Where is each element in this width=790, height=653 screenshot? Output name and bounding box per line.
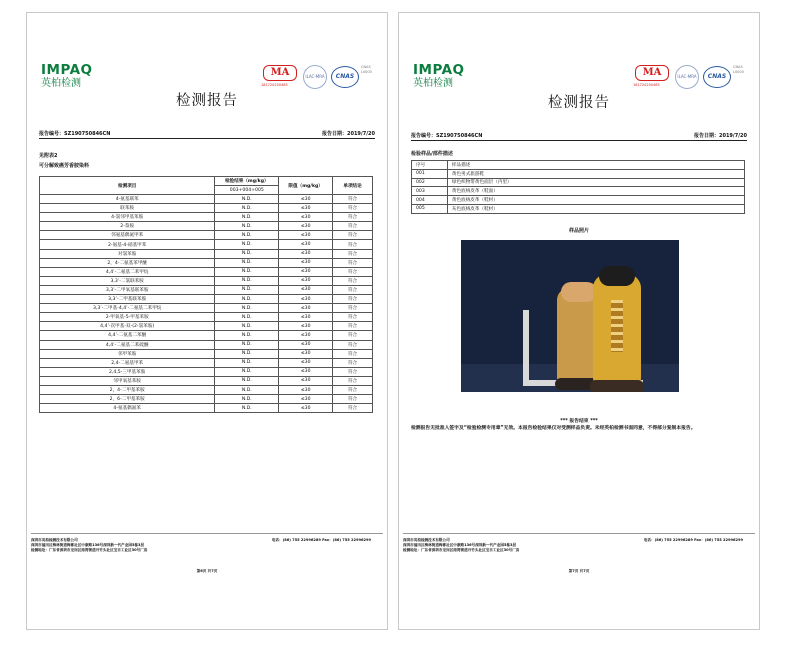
table-row [40, 340, 373, 349]
cell-item: 邻甲苯胺 [40, 349, 215, 358]
col-header-result: 检验结果（mg/kg） [215, 177, 279, 186]
cell-item: 2，4-二甲基苯胺 [40, 385, 215, 394]
cell-verdict: 符合 [333, 285, 373, 294]
cell-result: N.D. [215, 340, 279, 349]
cell-limit: ≤30 [279, 395, 333, 404]
table-row [412, 187, 745, 196]
footer-rule [31, 533, 383, 534]
footer-address: 深圳市福田区梅林街道梅都社区中康路136号深圳新一代产业园5栋3层 [403, 543, 517, 547]
cell-result: N.D. [215, 258, 279, 267]
cell-result: N.D. [215, 249, 279, 258]
cell-desc: 黄色底绒皮革（鞋面） [447, 187, 744, 196]
table-row [412, 196, 745, 205]
table-row [40, 404, 373, 413]
cell-item: 4,4’-二氨基二苯醚 [40, 331, 215, 340]
cell-result: N.D. [215, 304, 279, 313]
table-row [40, 249, 373, 258]
col-header-verdict: 单项结论 [333, 177, 373, 195]
boot-laces [611, 300, 623, 352]
cell-result: N.D. [215, 295, 279, 304]
cma-mark: MA [635, 65, 669, 81]
table-row [40, 385, 373, 394]
logo-en: IMPAQ [413, 62, 465, 78]
cell-verdict: 符合 [333, 213, 373, 222]
report-meta [39, 130, 375, 138]
report-title: 检测报告 [548, 95, 610, 111]
cell-verdict: 符合 [333, 231, 373, 240]
cell-verdict: 符合 [333, 331, 373, 340]
report-number: 报告编号：SZ190750846CN [411, 133, 483, 139]
cell-item: 2,4,5-三甲基苯胺 [40, 367, 215, 376]
cma-number: 181720250485 [261, 83, 288, 87]
cell-result: N.D. [215, 376, 279, 385]
cell-desc: 黄色男式旅游鞋 [447, 169, 744, 178]
ilac-mark: ILAC-MRA [303, 65, 327, 89]
report-number: 报告编号：SZ190750846CN [39, 131, 111, 137]
cell-verdict: 符合 [333, 304, 373, 313]
cell-verdict: 符合 [333, 340, 373, 349]
footer-company: 深圳市英柏检测技术有限公司 [31, 538, 78, 542]
footer-lab-address: 检测地址：广东省深圳市龙岗区南湾街道丹竹头社区宝吉工业区30号厂房 [31, 548, 148, 552]
footer-address: 深圳市福田区梅林街道梅都社区中康路136号深圳新一代产业园5栋3层 [31, 543, 145, 547]
cell-limit: ≤30 [279, 231, 333, 240]
table-row [40, 258, 373, 267]
cnas-sub: CNAS L0000 [361, 65, 372, 74]
report-date: 报告日期：2019/7/20 [693, 133, 747, 139]
cell-result: N.D. [215, 195, 279, 204]
cell-limit: ≤30 [279, 304, 333, 313]
cell-verdict: 符合 [333, 295, 373, 304]
cell-verdict: 符合 [333, 395, 373, 404]
cell-verdict: 符合 [333, 358, 373, 367]
cell-item: 4-氯邻甲基苯胺 [40, 213, 215, 222]
table-row [40, 322, 373, 331]
cell-verdict: 符合 [333, 222, 373, 231]
cell-result: N.D. [215, 240, 279, 249]
cnas-sub: CNAS L0000 [733, 65, 744, 74]
table-row [40, 395, 373, 404]
cell-item: 2，4-二氨基苯甲醚 [40, 258, 215, 267]
col-header-limit: 限值（mg/kg） [279, 177, 333, 195]
cell-result: N.D. [215, 276, 279, 285]
cma-number: 181720250485 [633, 83, 660, 87]
table-row [412, 204, 745, 213]
amine-results-table [39, 176, 373, 413]
cell-item: 3,3’-二氯联苯胺 [40, 276, 215, 285]
cell-result: N.D. [215, 213, 279, 222]
table-row [40, 267, 373, 276]
table-row [40, 231, 373, 240]
ilac-mark: ILAC-MRA [675, 65, 699, 89]
report-title: 检测报告 [176, 93, 238, 109]
cell-verdict: 符合 [333, 349, 373, 358]
cell-limit: ≤30 [279, 222, 333, 231]
table-row [40, 349, 373, 358]
cell-item: 对氯苯胺 [40, 249, 215, 258]
cell-item: 2-萘胺 [40, 222, 215, 231]
cell-desc: 黄色底绒皮革（鞋材） [447, 196, 744, 205]
cell-verdict: 符合 [333, 367, 373, 376]
page-number: 第6页 共7页 [196, 569, 218, 573]
cell-verdict: 符合 [333, 322, 373, 331]
logo-cn: 英柏检测 [41, 78, 81, 89]
footer-phone: 电话：(86) 755 22996289 Fax：(86) 755 22996299 [643, 538, 743, 542]
cell-verdict: 符合 [333, 376, 373, 385]
cell-no: 002 [412, 178, 448, 187]
cma-mark: MA [263, 65, 297, 81]
table-row [412, 178, 745, 187]
footer-company: 深圳市英柏检测技术有限公司 [403, 538, 450, 542]
table-row [412, 169, 745, 178]
page-number: 第7页 共7页 [568, 569, 590, 573]
cell-limit: ≤30 [279, 404, 333, 413]
table-row [40, 213, 373, 222]
table-subtitle: 可分解致癌芳香胺染料 [39, 163, 90, 169]
cell-limit: ≤30 [279, 340, 333, 349]
logo-cn: 英柏检测 [413, 78, 453, 89]
cell-result: N.D. [215, 358, 279, 367]
header-rule [39, 138, 375, 139]
col-header-no: 序号 [412, 161, 448, 170]
boot-sample-front [593, 274, 641, 386]
logo-en: IMPAQ [41, 62, 93, 78]
cell-result: N.D. [215, 267, 279, 276]
cell-limit: ≤30 [279, 285, 333, 294]
appendix-label: 见附表2 [39, 153, 58, 159]
footer-phone: 电话：(86) 755 22996289 Fax：(86) 755 22996299 [271, 538, 371, 542]
table-row [40, 358, 373, 367]
cell-result: N.D. [215, 204, 279, 213]
cell-verdict: 符合 [333, 313, 373, 322]
cell-limit: ≤30 [279, 267, 333, 276]
col-header-item: 检测项目 [40, 177, 215, 195]
ruler-vertical [523, 310, 529, 386]
cell-no: 001 [412, 169, 448, 178]
cell-item: 4,4’-二氨基二苯硫醚 [40, 340, 215, 349]
report-page-6 [26, 12, 388, 630]
cell-no: 005 [412, 204, 448, 213]
header-rule [411, 140, 747, 141]
cell-limit: ≤30 [279, 240, 333, 249]
photo-caption: 样品照片 [568, 228, 589, 234]
cell-verdict: 符合 [333, 204, 373, 213]
cell-item: 2-甲氧基-5-甲基苯胺 [40, 313, 215, 322]
cell-result: N.D. [215, 222, 279, 231]
cell-result: N.D. [215, 313, 279, 322]
table-row [40, 376, 373, 385]
cell-result: N.D. [215, 349, 279, 358]
table-row [40, 222, 373, 231]
sample-description-table [411, 160, 745, 214]
cell-item: 2,4-二氨基甲苯 [40, 358, 215, 367]
cell-verdict: 符合 [333, 276, 373, 285]
cell-limit: ≤30 [279, 331, 333, 340]
cell-item: 3,3’-二甲基联苯胺 [40, 295, 215, 304]
cell-limit: ≤30 [279, 204, 333, 213]
section-title: 检验样品/部件描述 [411, 151, 453, 157]
cell-limit: ≤30 [279, 249, 333, 258]
cell-limit: ≤30 [279, 385, 333, 394]
report-page-7 [398, 12, 760, 630]
report-date: 报告日期：2019/7/20 [321, 131, 375, 137]
cell-item: 3,3’-二甲基-4,4’-二氨基二苯甲烷 [40, 304, 215, 313]
cell-verdict: 符合 [333, 267, 373, 276]
table-row [40, 240, 373, 249]
cell-limit: ≤30 [279, 213, 333, 222]
cell-verdict: 符合 [333, 385, 373, 394]
cell-result: N.D. [215, 395, 279, 404]
cell-result: N.D. [215, 285, 279, 294]
cell-result: N.D. [215, 404, 279, 413]
cell-verdict: 符合 [333, 404, 373, 413]
footer-rule [403, 533, 755, 534]
footer-lab-address: 检测地址：广东省深圳市龙岗区南湾街道丹竹头社区宝吉工业区30号厂房 [403, 548, 520, 552]
table-row [40, 285, 373, 294]
boot-collar [599, 266, 635, 286]
table-row [40, 204, 373, 213]
cell-result: N.D. [215, 322, 279, 331]
cell-item: 邻甲氧基苯胺 [40, 376, 215, 385]
cell-item: 4,4’-二氨基二苯甲烷 [40, 267, 215, 276]
cell-limit: ≤30 [279, 349, 333, 358]
footer [31, 538, 383, 553]
boot-collar [561, 282, 597, 302]
table-row [40, 331, 373, 340]
cell-desc: 灰色底绒皮革（鞋材） [447, 204, 744, 213]
sample-photo [461, 240, 679, 392]
cell-verdict: 符合 [333, 240, 373, 249]
cell-item: 2-氨基-4-硝基甲苯 [40, 240, 215, 249]
col-header-desc: 样品描述 [447, 161, 744, 170]
report-meta [411, 132, 747, 140]
cell-result: N.D. [215, 385, 279, 394]
cell-item: 4-氨基偶氮苯 [40, 404, 215, 413]
table-row [40, 276, 373, 285]
impaq-logo [41, 63, 93, 90]
cell-item: 4-氨基联苯 [40, 195, 215, 204]
table-row [40, 313, 373, 322]
cell-limit: ≤30 [279, 358, 333, 367]
cnas-mark: CNAS [703, 66, 731, 88]
cell-result: N.D. [215, 367, 279, 376]
cell-item: 2，6-二甲基苯胺 [40, 395, 215, 404]
report-end-mark: *** 报告结束 *** [560, 419, 598, 424]
cell-limit: ≤30 [279, 376, 333, 385]
cell-desc: 绿色织物带黄色面层（内里） [447, 178, 744, 187]
cell-limit: ≤30 [279, 276, 333, 285]
cnas-mark: CNAS [331, 66, 359, 88]
cell-verdict: 符合 [333, 249, 373, 258]
footer [403, 538, 755, 553]
table-row [40, 304, 373, 313]
cell-result: N.D. [215, 231, 279, 240]
cell-limit: ≤30 [279, 322, 333, 331]
cell-limit: ≤30 [279, 258, 333, 267]
cell-no: 003 [412, 187, 448, 196]
cell-verdict: 符合 [333, 258, 373, 267]
cell-item: 邻氨基偶氮甲苯 [40, 231, 215, 240]
disclaimer-note: 检测报告无批准人签字及“检验检测专用章”无效。本报告检验结果仅对受测样品负责。未经英柏检测书面同意，不得部分复制本报告。 [411, 426, 696, 431]
cell-verdict: 符合 [333, 195, 373, 204]
cell-no: 004 [412, 196, 448, 205]
cell-item: 4,4’-次甲基-双-(2-氯苯胺) [40, 322, 215, 331]
cell-limit: ≤30 [279, 195, 333, 204]
table-row [40, 295, 373, 304]
cell-limit: ≤30 [279, 367, 333, 376]
col-header-sample: 003+004+005 [215, 186, 279, 195]
table-row [40, 367, 373, 376]
impaq-logo [413, 63, 465, 90]
boot-sole [590, 380, 644, 392]
cell-result: N.D. [215, 331, 279, 340]
table-row [40, 195, 373, 204]
cell-limit: ≤30 [279, 313, 333, 322]
cell-limit: ≤30 [279, 295, 333, 304]
cell-item: 联苯胺 [40, 204, 215, 213]
cell-item: 3,3’-二甲氧基联苯胺 [40, 285, 215, 294]
